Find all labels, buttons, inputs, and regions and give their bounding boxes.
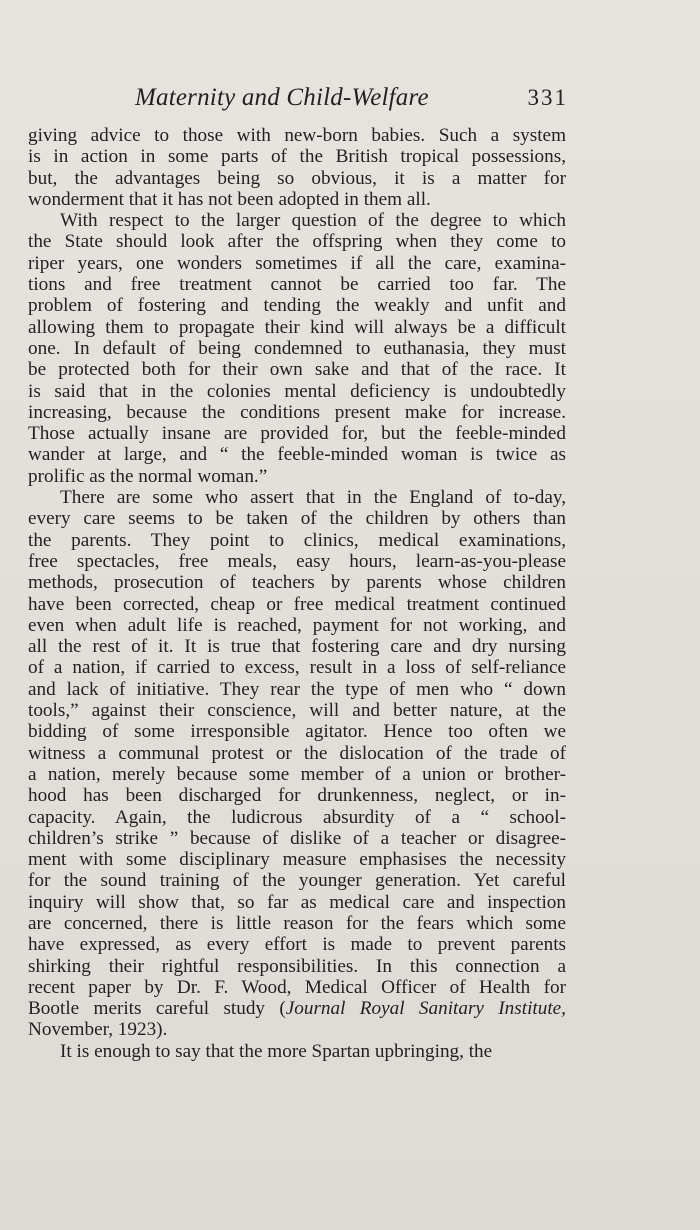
text-line: riper years, one wonders sometimes if all the care, examina- <box>28 252 566 274</box>
text-line: shirking their rightful responsibilities. In this connection a <box>28 955 566 977</box>
text-line: for the sound training of the younger generation. Yet careful <box>28 870 566 892</box>
text-line: problem of fostering and tending the weakly and unfit and <box>28 295 566 317</box>
page-number: 331 <box>527 85 568 110</box>
text-line: is said that in the colonies mental deficiency is undoubtedly <box>28 380 566 402</box>
text-line: all the rest of it. It is true that fostering care and dry nursing <box>28 636 566 658</box>
text-line: increasing, because the conditions present make for increase. <box>28 401 566 423</box>
text-line: ment with some disciplinary measure emphasises the necessity <box>28 849 566 871</box>
text-line: and lack of initiative. They rear the type of men who “ down <box>28 678 566 700</box>
text-line: have expressed, as every effort is made to prevent parents <box>28 934 566 956</box>
body-text <box>28 125 566 1062</box>
text-line: tools,” against their conscience, will and better nature, at the <box>28 700 566 722</box>
text-line: wander at large, and “ the feeble-minded woman is twice as <box>28 444 566 466</box>
paragraph-first-line: With respect to the larger question of the degree to which <box>60 210 566 232</box>
text-line: tions and free treatment cannot be carried too far. The <box>28 274 566 296</box>
text-line: giving advice to those with new-born babies. Such a system <box>28 125 566 146</box>
text-line: of a nation, if carried to excess, result in a loss of self-reliance <box>28 657 566 679</box>
paragraph-first-line: There are some who assert that in the England of to-day, <box>60 487 566 509</box>
text-line: bidding of some irresponsible agitator. Hence too often we <box>28 721 566 743</box>
running-title: Maternity and Child-Welfare <box>135 84 429 111</box>
text-line: Those actually insane are provided for, but the feeble-minded <box>28 423 566 445</box>
text-line: one. In default of being condemned to euthanasia, they must <box>28 337 566 359</box>
text-line: are concerned, there is little reason for the fears which some <box>28 912 566 934</box>
text-line: a nation, merely because some member of a union or brother- <box>28 763 566 785</box>
text-line: capacity. Again, the ludicrous absurdity of a “ school- <box>28 806 566 828</box>
text-line: recent paper by Dr. F. Wood, Medical Officer of Health for <box>28 976 566 998</box>
citation-lead-in: Bootle merits careful study ( <box>28 998 286 1020</box>
text-line: the State should look after the offspring when they come to <box>28 231 566 253</box>
text-line: free spectacles, free meals, easy hours, learn-as-you-please <box>28 550 566 572</box>
text-line: even when adult life is reached, payment for not working, and <box>28 614 566 636</box>
text-line: wonderment that it has not been adopted in them all. <box>28 188 431 210</box>
text-line: prolific as the normal woman.” <box>28 465 268 487</box>
text-line: is in action in some parts of the British tropical possessions, <box>28 146 566 168</box>
text-line-with-citation <box>28 998 566 1019</box>
text-line: methods, prosecution of teachers by parents whose children <box>28 572 566 594</box>
text-line: have been corrected, cheap or free medical treatment continued <box>28 593 566 615</box>
text-line: November, 1923). <box>28 1019 168 1041</box>
text-line: every care seems to be taken of the children by others than <box>28 508 566 530</box>
text-line: the parents. They point to clinics, medical examinations, <box>28 529 566 551</box>
text-line: children’s strike ” because of dislike of a teacher or disagree- <box>28 827 566 849</box>
text-line: be protected both for their own sake and that of the race. It <box>28 359 566 381</box>
running-header <box>28 84 568 124</box>
paragraph-first-line: It is enough to say that the more Spartan upbringing, the <box>60 1040 493 1062</box>
text-line: allowing them to propagate their kind will always be a difficult <box>28 316 566 338</box>
text-line: but, the advantages being so obvious, it is a matter for <box>28 167 566 189</box>
text-line: witness a communal protest or the dislocation of the trade of <box>28 742 566 764</box>
journal-title: Journal Royal Sanitary Institute, <box>285 998 566 1020</box>
text-line: hood has been discharged for drunkenness, neglect, or in- <box>28 785 566 807</box>
text-line: inquiry will show that, so far as medical care and inspection <box>28 891 566 913</box>
